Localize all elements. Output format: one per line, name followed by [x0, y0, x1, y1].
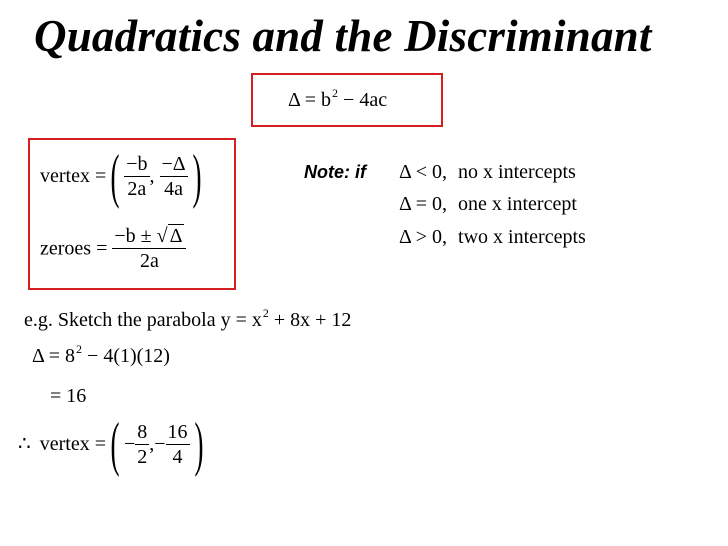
- delta-lhs: Δ = 8: [32, 345, 76, 367]
- discriminant-lhs: Δ = b: [288, 89, 332, 111]
- delta-rhs: − 4(1)(12): [82, 345, 170, 367]
- discriminant-formula: [288, 88, 387, 114]
- example-right-paren: ): [194, 411, 204, 477]
- example-vy-fraction: [166, 420, 190, 469]
- vertex-y-numerator: −Δ: [161, 152, 186, 175]
- delta-computation: [32, 344, 170, 370]
- example-vy-sign: −: [154, 433, 166, 455]
- vertex-x-fraction: [124, 152, 149, 201]
- example-vertex: [18, 411, 204, 477]
- example-eq-lhs: y = x: [220, 309, 262, 331]
- example-vy-denominator: 4: [172, 445, 183, 468]
- vertex-x-denominator: 2a: [127, 177, 147, 200]
- example-vertex-comma: ,: [149, 433, 155, 455]
- page-title: Quadratics and the Discriminant: [34, 11, 652, 61]
- note-text-3: two x intercepts: [458, 226, 586, 248]
- zeroes-denominator: 2a: [139, 250, 159, 272]
- note-condition-3: Δ > 0,: [399, 226, 448, 248]
- discriminant-rhs: − 4ac: [338, 89, 388, 111]
- vertex-y-fraction: [160, 152, 188, 201]
- note-condition-2: Δ = 0,: [399, 193, 448, 215]
- example-left-paren: (: [110, 411, 120, 477]
- example-vx-numerator: 8: [137, 420, 148, 443]
- vertex-x-numerator: −b: [126, 152, 148, 175]
- note-condition-1: Δ < 0,: [399, 161, 448, 183]
- example-vy-numerator: 16: [167, 420, 188, 443]
- note-text-1: no x intercepts: [458, 161, 576, 183]
- example-vx-sign: −: [123, 433, 136, 455]
- zeroes-radicand: Δ: [169, 225, 183, 247]
- zeroes-fraction: [112, 224, 186, 273]
- vertex-comma: ,: [149, 165, 155, 187]
- right-paren: ): [192, 143, 202, 209]
- note-line-3: [399, 225, 586, 249]
- example-vx-fraction: [135, 420, 149, 469]
- left-paren: (: [110, 143, 120, 209]
- example-prompt: [24, 308, 351, 334]
- vertex-formula: [40, 143, 202, 209]
- example-prompt-text: e.g. Sketch the parabola: [24, 309, 216, 331]
- zeroes-label: zeroes =: [40, 237, 108, 260]
- note-line-1: [399, 160, 576, 184]
- sqrt-icon: √ Δ: [156, 225, 183, 247]
- vertex-label: vertex =: [40, 165, 107, 187]
- example-eq-exponent: 2: [262, 306, 269, 320]
- example-vx-denominator: 2: [137, 445, 148, 468]
- note-text-2: one x intercept: [458, 193, 577, 215]
- delta-result: = 16: [50, 385, 87, 407]
- note-line-2: [399, 192, 577, 216]
- therefore-symbol: ∴: [18, 433, 31, 455]
- zeroes-numerator-prefix: −b ±: [114, 225, 157, 247]
- vertex-y-denominator: 4a: [164, 177, 184, 200]
- zeroes-numerator: [112, 224, 186, 249]
- example-eq-rhs: + 8x + 12: [268, 309, 352, 331]
- zeroes-formula: [40, 224, 186, 273]
- example-vertex-label: vertex =: [39, 433, 106, 455]
- discriminant-exponent: 2: [332, 86, 339, 100]
- note-label: Note: if: [304, 162, 366, 182]
- delta-exponent: 2: [76, 342, 83, 356]
